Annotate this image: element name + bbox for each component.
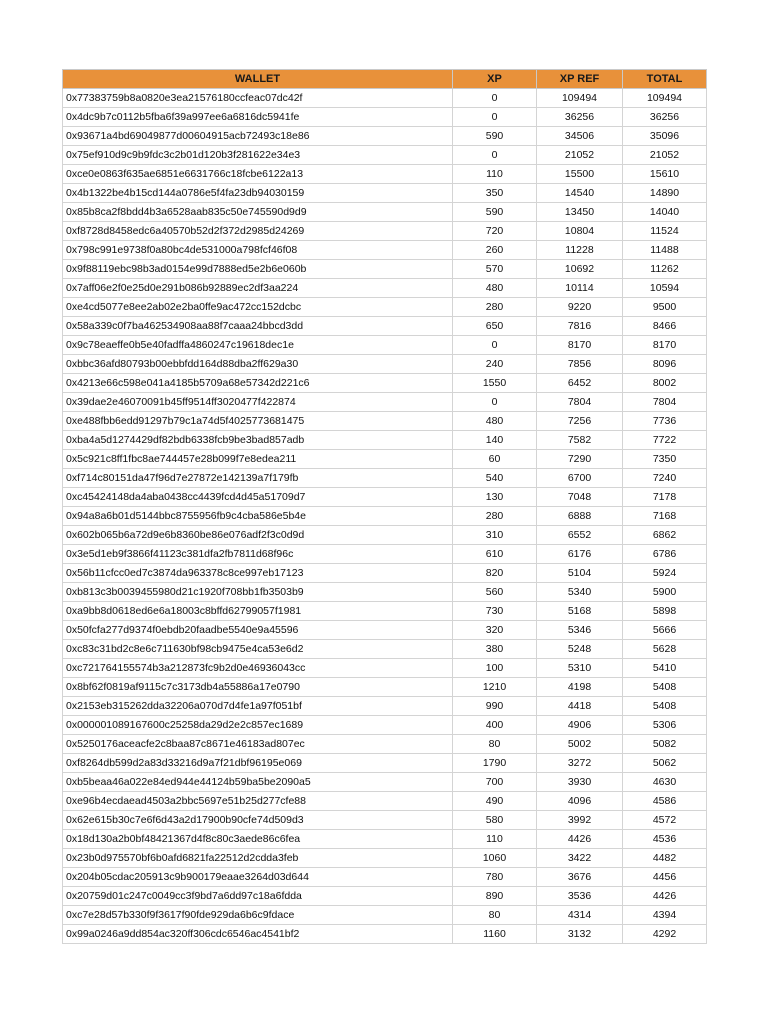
table-row xyxy=(63,279,707,298)
cell-xp: 140 xyxy=(453,431,537,450)
cell-total: 109494 xyxy=(623,89,707,108)
cell-wallet: 0x4213e66c598e041a4185b5709a68e57342d221c6 xyxy=(63,374,453,393)
column-header-total: TOTAL xyxy=(623,70,707,89)
cell-wallet: 0xf714c80151da47f96d7e27872e142139a7f179fb xyxy=(63,469,453,488)
table-row xyxy=(63,811,707,830)
cell-total: 7736 xyxy=(623,412,707,431)
table-row xyxy=(63,697,707,716)
cell-xp-ref: 10804 xyxy=(537,222,623,241)
cell-wallet: 0x56b11cfcc0ed7c3874da963378c8ce997eb17123 xyxy=(63,564,453,583)
cell-wallet: 0xc45424148da4aba0438cc4439fcd4d45a51709d7 xyxy=(63,488,453,507)
cell-xp-ref: 3536 xyxy=(537,887,623,906)
table-body xyxy=(63,89,707,944)
table-row xyxy=(63,469,707,488)
cell-wallet: 0x7aff06e2f0e25d0e291b086b92889ec2df3aa224 xyxy=(63,279,453,298)
table-row xyxy=(63,678,707,697)
cell-xp-ref: 9220 xyxy=(537,298,623,317)
cell-total: 21052 xyxy=(623,146,707,165)
table-row xyxy=(63,336,707,355)
cell-xp-ref: 3992 xyxy=(537,811,623,830)
table-row xyxy=(63,260,707,279)
cell-wallet: 0xba4a5d1274429df82bdb6338fcb9be3bad857adb xyxy=(63,431,453,450)
cell-xp-ref: 11228 xyxy=(537,241,623,260)
table-row xyxy=(63,241,707,260)
cell-xp-ref: 7856 xyxy=(537,355,623,374)
table-row xyxy=(63,868,707,887)
cell-xp: 0 xyxy=(453,108,537,127)
cell-total: 14890 xyxy=(623,184,707,203)
cell-wallet: 0xc7e28d57b330f9f3617f90fde929da6b6c9fdace xyxy=(63,906,453,925)
cell-total: 5408 xyxy=(623,697,707,716)
table-row xyxy=(63,906,707,925)
cell-xp: 590 xyxy=(453,127,537,146)
leaderboard-table xyxy=(62,69,707,944)
cell-wallet: 0xe4cd5077e8ee2ab02e2ba0ffe9ac472cc152dcbc xyxy=(63,298,453,317)
cell-total: 6786 xyxy=(623,545,707,564)
column-header-wallet: WALLET xyxy=(63,70,453,89)
cell-wallet: 0x5c921c8ff1fbc8ae744457e28b099f7e8edea211 xyxy=(63,450,453,469)
cell-wallet: 0x798c991e9738f0a80bc4de531000a798fcf46f08 xyxy=(63,241,453,260)
cell-wallet: 0x9c78eaeffe0b5e40fadffa4860247c19618dec1e xyxy=(63,336,453,355)
cell-xp-ref: 6888 xyxy=(537,507,623,526)
cell-total: 9500 xyxy=(623,298,707,317)
cell-wallet: 0xc83c31bd2c8e6c711630bf98cb9475e4ca53e6d2 xyxy=(63,640,453,659)
cell-total: 11262 xyxy=(623,260,707,279)
cell-total: 4456 xyxy=(623,868,707,887)
cell-wallet: 0x204b05cdac205913c9b900179eaae3264d03d644 xyxy=(63,868,453,887)
cell-total: 35096 xyxy=(623,127,707,146)
cell-wallet: 0x23b0d975570bf6b0afd6821fa22512d2cdda3feb xyxy=(63,849,453,868)
cell-xp: 260 xyxy=(453,241,537,260)
table-row xyxy=(63,830,707,849)
header-row xyxy=(63,70,707,89)
table-row xyxy=(63,393,707,412)
cell-total: 8096 xyxy=(623,355,707,374)
cell-xp: 700 xyxy=(453,773,537,792)
cell-xp-ref: 4314 xyxy=(537,906,623,925)
table-row xyxy=(63,659,707,678)
cell-xp: 100 xyxy=(453,659,537,678)
cell-xp-ref: 6700 xyxy=(537,469,623,488)
table-row xyxy=(63,507,707,526)
cell-xp-ref: 3676 xyxy=(537,868,623,887)
table-row xyxy=(63,374,707,393)
cell-xp: 990 xyxy=(453,697,537,716)
cell-wallet: 0x85b8ca2f8bdd4b3a6528aab835c50e745590d9d9 xyxy=(63,203,453,222)
cell-xp-ref: 5310 xyxy=(537,659,623,678)
cell-xp: 110 xyxy=(453,830,537,849)
cell-xp-ref: 21052 xyxy=(537,146,623,165)
table-row xyxy=(63,925,707,944)
cell-xp: 780 xyxy=(453,868,537,887)
table-row xyxy=(63,849,707,868)
cell-xp-ref: 5168 xyxy=(537,602,623,621)
cell-wallet: 0x3e5d1eb9f3866f41123c381dfa2fb7811d68f96c xyxy=(63,545,453,564)
cell-wallet: 0x8bf62f0819af9115c7c3173db4a55886a17e0790 xyxy=(63,678,453,697)
cell-wallet: 0x93671a4bd69049877d00604915acb72493c18e86 xyxy=(63,127,453,146)
cell-xp: 1790 xyxy=(453,754,537,773)
table-row xyxy=(63,203,707,222)
cell-total: 6862 xyxy=(623,526,707,545)
cell-xp: 280 xyxy=(453,298,537,317)
cell-total: 15610 xyxy=(623,165,707,184)
cell-wallet: 0xb5beaa46a022e84ed944e44124b59ba5be2090a5 xyxy=(63,773,453,792)
table-row xyxy=(63,184,707,203)
cell-wallet: 0x20759d01c247c0049cc3f9bd7a6dd97c18a6fdda xyxy=(63,887,453,906)
cell-xp-ref: 5346 xyxy=(537,621,623,640)
cell-xp: 580 xyxy=(453,811,537,830)
cell-total: 8002 xyxy=(623,374,707,393)
cell-xp-ref: 5104 xyxy=(537,564,623,583)
cell-wallet: 0x39dae2e46070091b45ff9514ff3020477f422874 xyxy=(63,393,453,412)
cell-xp: 1160 xyxy=(453,925,537,944)
table-row xyxy=(63,773,707,792)
cell-xp: 280 xyxy=(453,507,537,526)
table-row xyxy=(63,355,707,374)
table-row xyxy=(63,564,707,583)
cell-total: 4572 xyxy=(623,811,707,830)
cell-total: 5082 xyxy=(623,735,707,754)
cell-xp-ref: 10692 xyxy=(537,260,623,279)
table-row xyxy=(63,526,707,545)
cell-xp-ref: 4426 xyxy=(537,830,623,849)
cell-xp: 0 xyxy=(453,393,537,412)
cell-total: 5408 xyxy=(623,678,707,697)
cell-total: 5628 xyxy=(623,640,707,659)
table-row xyxy=(63,545,707,564)
cell-total: 4292 xyxy=(623,925,707,944)
cell-total: 11524 xyxy=(623,222,707,241)
cell-xp: 610 xyxy=(453,545,537,564)
cell-xp-ref: 7816 xyxy=(537,317,623,336)
cell-total: 36256 xyxy=(623,108,707,127)
cell-total: 5062 xyxy=(623,754,707,773)
cell-total: 5898 xyxy=(623,602,707,621)
table-row xyxy=(63,621,707,640)
cell-wallet: 0x5250176aceacfe2c8baa87c8671e46183ad807ec xyxy=(63,735,453,754)
cell-xp-ref: 7290 xyxy=(537,450,623,469)
cell-xp: 0 xyxy=(453,336,537,355)
table-row xyxy=(63,583,707,602)
table-row xyxy=(63,222,707,241)
column-header-xp: XP xyxy=(453,70,537,89)
cell-wallet: 0x99a0246a9dd854ac320ff306cdc6546ac4541bf2 xyxy=(63,925,453,944)
cell-wallet: 0x58a339c0f7ba462534908aa88f7caaa24bbcd3dd xyxy=(63,317,453,336)
cell-total: 7722 xyxy=(623,431,707,450)
cell-xp: 570 xyxy=(453,260,537,279)
cell-xp-ref: 13450 xyxy=(537,203,623,222)
table-row xyxy=(63,640,707,659)
cell-xp: 0 xyxy=(453,146,537,165)
cell-xp: 350 xyxy=(453,184,537,203)
cell-xp: 480 xyxy=(453,279,537,298)
cell-total: 10594 xyxy=(623,279,707,298)
table-row xyxy=(63,792,707,811)
cell-xp-ref: 6452 xyxy=(537,374,623,393)
cell-wallet: 0x50fcfa277d9374f0ebdb20faadbe5540e9a45596 xyxy=(63,621,453,640)
cell-total: 7168 xyxy=(623,507,707,526)
table-row xyxy=(63,431,707,450)
cell-xp: 400 xyxy=(453,716,537,735)
cell-total: 8170 xyxy=(623,336,707,355)
cell-wallet: 0xe488fbb6edd91297b79c1a74d5f4025773681475 xyxy=(63,412,453,431)
cell-xp-ref: 7256 xyxy=(537,412,623,431)
cell-xp-ref: 5002 xyxy=(537,735,623,754)
cell-xp: 590 xyxy=(453,203,537,222)
cell-total: 7804 xyxy=(623,393,707,412)
cell-xp: 480 xyxy=(453,412,537,431)
cell-wallet: 0x75ef910d9c9b9fdc3c2b01d120b3f281622e34e3 xyxy=(63,146,453,165)
table-row xyxy=(63,298,707,317)
cell-total: 7178 xyxy=(623,488,707,507)
cell-wallet: 0x4b1322be4b15cd144a0786e5f4fa23db94030159 xyxy=(63,184,453,203)
cell-xp: 720 xyxy=(453,222,537,241)
cell-wallet: 0x77383759b8a0820e3ea21576180ccfeac07dc42f xyxy=(63,89,453,108)
cell-wallet: 0x18d130a2b0bf48421367d4f8c80c3aede86c6fea xyxy=(63,830,453,849)
cell-total: 5306 xyxy=(623,716,707,735)
cell-xp: 80 xyxy=(453,735,537,754)
cell-xp-ref: 15500 xyxy=(537,165,623,184)
cell-wallet: 0xb813c3b0039455980d21c1920f708bb1fb3503b9 xyxy=(63,583,453,602)
cell-wallet: 0x94a8a6b01d5144bbc8755956fb9c4cba586e5b4e xyxy=(63,507,453,526)
cell-xp: 310 xyxy=(453,526,537,545)
cell-wallet: 0x4dc9b7c0112b5fba6f39a997ee6a6816dc5941fe xyxy=(63,108,453,127)
cell-xp-ref: 4096 xyxy=(537,792,623,811)
cell-xp: 110 xyxy=(453,165,537,184)
table-row xyxy=(63,89,707,108)
cell-xp-ref: 8170 xyxy=(537,336,623,355)
cell-xp: 650 xyxy=(453,317,537,336)
cell-total: 4394 xyxy=(623,906,707,925)
cell-total: 5900 xyxy=(623,583,707,602)
cell-total: 7350 xyxy=(623,450,707,469)
cell-xp-ref: 5340 xyxy=(537,583,623,602)
table-row xyxy=(63,165,707,184)
cell-total: 4426 xyxy=(623,887,707,906)
cell-total: 4536 xyxy=(623,830,707,849)
table-row xyxy=(63,754,707,773)
cell-xp: 130 xyxy=(453,488,537,507)
cell-xp-ref: 7582 xyxy=(537,431,623,450)
cell-total: 4586 xyxy=(623,792,707,811)
cell-total: 5666 xyxy=(623,621,707,640)
cell-xp-ref: 3132 xyxy=(537,925,623,944)
cell-total: 4630 xyxy=(623,773,707,792)
cell-xp-ref: 3930 xyxy=(537,773,623,792)
table-row xyxy=(63,317,707,336)
cell-xp-ref: 36256 xyxy=(537,108,623,127)
table-row xyxy=(63,412,707,431)
cell-xp: 320 xyxy=(453,621,537,640)
cell-xp-ref: 10114 xyxy=(537,279,623,298)
cell-wallet: 0xf8264db599d2a83d33216d9a7f21dbf96195e069 xyxy=(63,754,453,773)
table-row xyxy=(63,887,707,906)
cell-xp-ref: 4906 xyxy=(537,716,623,735)
table-row xyxy=(63,450,707,469)
cell-total: 4482 xyxy=(623,849,707,868)
cell-wallet: 0xa9bb8d0618ed6e6a18003c8bffd62799057f1981 xyxy=(63,602,453,621)
table-row xyxy=(63,108,707,127)
cell-wallet: 0xbbc36afd80793b00ebbfdd164d88dba2ff629a30 xyxy=(63,355,453,374)
table-row xyxy=(63,602,707,621)
cell-xp-ref: 3272 xyxy=(537,754,623,773)
cell-wallet: 0x9f88119ebc98b3ad0154e99d7888ed5e2b6e060b xyxy=(63,260,453,279)
cell-xp: 1550 xyxy=(453,374,537,393)
leaderboard-sheet xyxy=(62,69,706,944)
cell-total: 7240 xyxy=(623,469,707,488)
cell-wallet: 0xc721764155574b3a212873fc9b2d0e46936043cc xyxy=(63,659,453,678)
cell-xp: 820 xyxy=(453,564,537,583)
cell-xp-ref: 5248 xyxy=(537,640,623,659)
table-row xyxy=(63,127,707,146)
cell-xp-ref: 4198 xyxy=(537,678,623,697)
cell-xp: 80 xyxy=(453,906,537,925)
cell-xp-ref: 14540 xyxy=(537,184,623,203)
cell-xp-ref: 6552 xyxy=(537,526,623,545)
cell-xp: 380 xyxy=(453,640,537,659)
cell-wallet: 0xf8728d8458edc6a40570b52d2f372d2985d24269 xyxy=(63,222,453,241)
cell-xp-ref: 7048 xyxy=(537,488,623,507)
cell-total: 8466 xyxy=(623,317,707,336)
cell-wallet: 0xe96b4ecdaead4503a2bbc5697e51b25d277cfe88 xyxy=(63,792,453,811)
table-row xyxy=(63,735,707,754)
cell-wallet: 0x000001089167600c25258da29d2e2c857ec1689 xyxy=(63,716,453,735)
cell-total: 11488 xyxy=(623,241,707,260)
cell-wallet: 0x2153eb315262dda32206a070d7d4fe1a97f051bf xyxy=(63,697,453,716)
cell-xp: 1060 xyxy=(453,849,537,868)
cell-xp: 60 xyxy=(453,450,537,469)
cell-xp-ref: 34506 xyxy=(537,127,623,146)
column-header-xp-ref: XP REF xyxy=(537,70,623,89)
cell-xp: 1210 xyxy=(453,678,537,697)
cell-xp: 0 xyxy=(453,89,537,108)
cell-wallet: 0x62e615b30c7e6f6d43a2d17900b90cfe74d509d3 xyxy=(63,811,453,830)
cell-xp: 490 xyxy=(453,792,537,811)
table-row xyxy=(63,716,707,735)
cell-total: 5410 xyxy=(623,659,707,678)
cell-xp-ref: 3422 xyxy=(537,849,623,868)
cell-total: 5924 xyxy=(623,564,707,583)
cell-xp: 560 xyxy=(453,583,537,602)
cell-total: 14040 xyxy=(623,203,707,222)
table-row xyxy=(63,146,707,165)
cell-xp-ref: 6176 xyxy=(537,545,623,564)
cell-xp: 540 xyxy=(453,469,537,488)
table-row xyxy=(63,488,707,507)
cell-xp-ref: 4418 xyxy=(537,697,623,716)
cell-xp: 240 xyxy=(453,355,537,374)
cell-wallet: 0x602b065b6a72d9e6b8360be86e076adf2f3c0d9d xyxy=(63,526,453,545)
cell-xp: 890 xyxy=(453,887,537,906)
cell-xp-ref: 7804 xyxy=(537,393,623,412)
cell-xp-ref: 109494 xyxy=(537,89,623,108)
cell-xp: 730 xyxy=(453,602,537,621)
cell-wallet: 0xce0e0863f635ae6851e6631766c18fcbe6122a13 xyxy=(63,165,453,184)
